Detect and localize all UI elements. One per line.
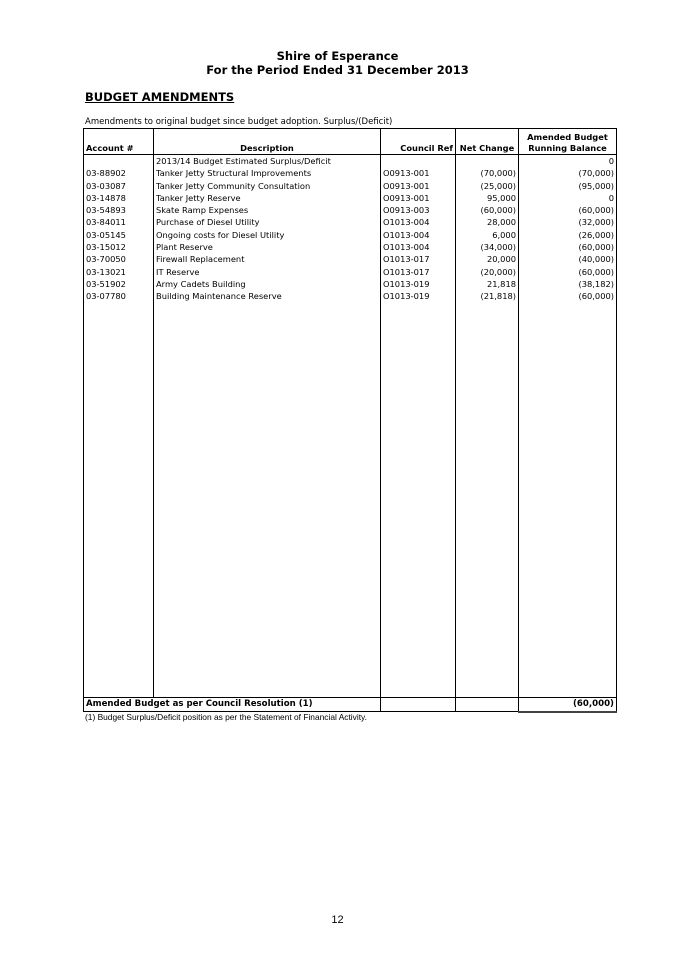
table-row [84,192,617,204]
description-cell: IT Reserve [154,266,381,278]
net-change-cell: 95,000 [456,192,519,204]
council-ref-cell: O0913-003 [381,204,456,216]
description-cell: Tanker Jetty Structural Improvements [154,167,381,179]
account-cell: 03-84011 [84,216,154,228]
description-cell: Purchase of Diesel Utility [154,216,381,228]
council-ref-cell: O0913-001 [381,192,456,204]
running-balance-cell: (38,182) [519,278,617,290]
account-cell: 03-70050 [84,253,154,265]
table-row [84,216,617,228]
description-cell: Ongoing costs for Diesel Utility [154,229,381,241]
running-balance-cell: 0 [519,155,617,168]
total-row [84,697,617,712]
running-balance-cell: (32,000) [519,216,617,228]
net-change-cell: (20,000) [456,266,519,278]
running-balance-cell: (40,000) [519,253,617,265]
net-change-cell [456,155,519,168]
net-change-cell: 21,818 [456,278,519,290]
empty-cell [456,697,519,712]
table-row [84,155,617,168]
column-header-description: Description [154,129,381,155]
account-cell: 03-51902 [84,278,154,290]
total-balance: (60,000) [519,697,617,712]
council-ref-cell [381,155,456,168]
page-number: 12 [331,914,344,926]
empty-cell [381,303,456,698]
table-row [84,180,617,192]
description-cell: Tanker Jetty Reserve [154,192,381,204]
section-heading: BUDGET AMENDMENTS [85,90,235,104]
table-row [84,167,617,179]
net-change-cell: 6,000 [456,229,519,241]
account-cell: 03-15012 [84,241,154,253]
net-change-cell: (25,000) [456,180,519,192]
description-cell: Tanker Jetty Community Consultation [154,180,381,192]
description-cell: Skate Ramp Expenses [154,204,381,216]
running-balance-cell: (60,000) [519,241,617,253]
running-balance-cell: (60,000) [519,290,617,302]
council-ref-cell: O1013-017 [381,253,456,265]
column-header-net-change: Net Change [456,129,519,155]
column-header-running-balance [519,129,617,155]
table-body [84,155,617,712]
empty-cell [381,697,456,712]
budget-amendments-table [83,128,617,713]
table-row [84,290,617,302]
column-header-account: Account # [84,129,154,155]
description-cell: Plant Reserve [154,241,381,253]
running-balance-header-line1: Amended Budget [527,132,608,142]
table-filler-row [84,303,617,698]
council-ref-cell: O1013-017 [381,266,456,278]
net-change-cell: 20,000 [456,253,519,265]
description-cell: Firewall Replacement [154,253,381,265]
table-row [84,266,617,278]
running-balance-cell: (26,000) [519,229,617,241]
council-ref-cell: O0913-001 [381,167,456,179]
table-row [84,253,617,265]
net-change-cell: 28,000 [456,216,519,228]
intro-text: Amendments to original budget since budget adoption. Surplus/(Deficit) [85,117,393,127]
organization-title: Shire of Esperance [276,49,399,63]
table-row [84,204,617,216]
footnote: (1) Budget Surplus/Deficit position as per the Statement of Financial Activity. [85,712,367,722]
table-header-row [84,129,617,155]
account-cell: 03-07780 [84,290,154,302]
running-balance-cell: (60,000) [519,204,617,216]
account-cell: 03-88902 [84,167,154,179]
empty-cell [456,303,519,698]
net-change-cell: (34,000) [456,241,519,253]
net-change-cell: (70,000) [456,167,519,179]
column-header-council-ref: Council Ref [381,129,456,155]
net-change-cell: (60,000) [456,204,519,216]
account-cell: 03-03087 [84,180,154,192]
empty-cell [154,303,381,698]
net-change-cell: (21,818) [456,290,519,302]
account-cell: 03-14878 [84,192,154,204]
empty-cell [84,303,154,698]
empty-cell [519,303,617,698]
account-cell [84,155,154,168]
council-ref-cell: O0913-001 [381,180,456,192]
description-cell: Army Cadets Building [154,278,381,290]
period-title: For the Period Ended 31 December 2013 [206,63,469,77]
table-row [84,229,617,241]
table-row [84,278,617,290]
council-ref-cell: O1013-004 [381,229,456,241]
running-balance-cell: (95,000) [519,180,617,192]
running-balance-header-line2: Running Balance [528,143,607,153]
account-cell: 03-05145 [84,229,154,241]
running-balance-cell: 0 [519,192,617,204]
council-ref-cell: O1013-019 [381,290,456,302]
table-row [84,241,617,253]
council-ref-cell: O1013-019 [381,278,456,290]
account-cell: 03-54893 [84,204,154,216]
council-ref-cell: O1013-004 [381,216,456,228]
council-ref-cell: O1013-004 [381,241,456,253]
description-cell: 2013/14 Budget Estimated Surplus/Deficit [154,155,381,168]
description-cell: Building Maintenance Reserve [154,290,381,302]
running-balance-cell: (60,000) [519,266,617,278]
account-cell: 03-13021 [84,266,154,278]
total-label: Amended Budget as per Council Resolution (1) [84,697,381,712]
running-balance-cell: (70,000) [519,167,617,179]
